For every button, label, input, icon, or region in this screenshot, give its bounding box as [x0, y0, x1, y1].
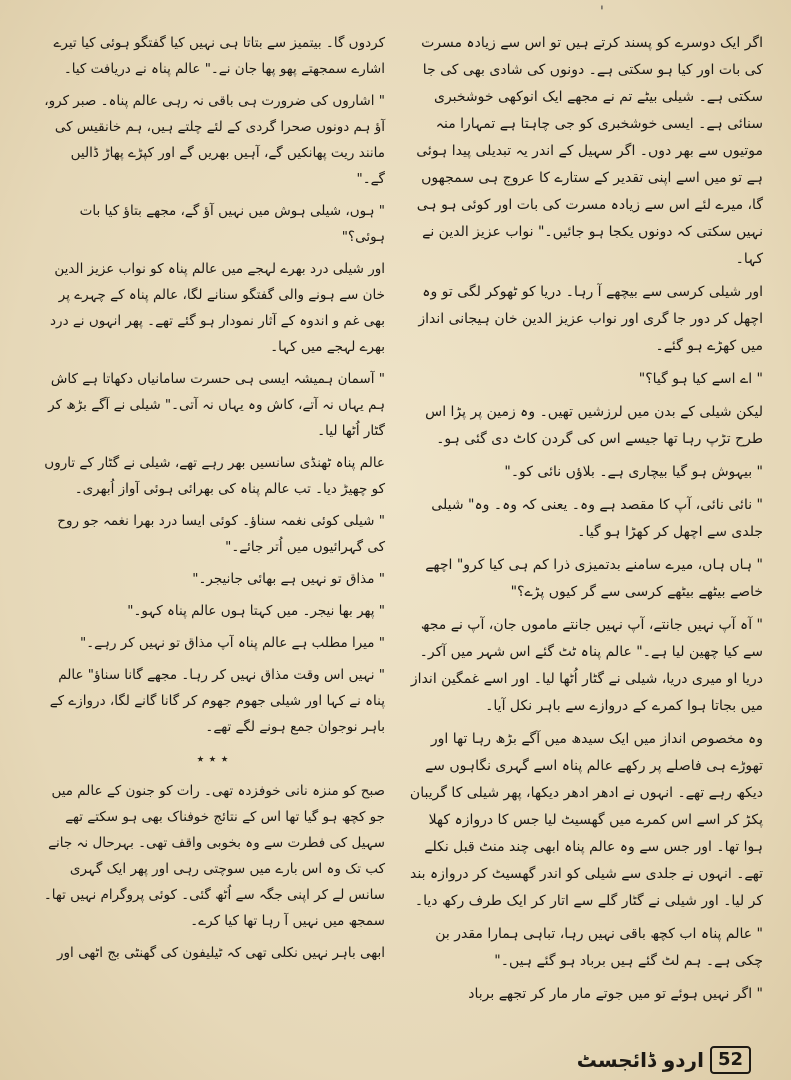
- paragraph: " آسمان ہمیشہ ایسی ہی حسرت سامانیاں دکھاتا ہے کاش ہم یہاں نہ آتے، کاش وہ یہاں نہ آتی۔" شیلی نے آگے بڑھ کر گٹار اُٹھا لیا۔: [48, 371, 385, 439]
- paragraph: " اگر نہیں ہوئے تو میں جوتے مار مار کر تجھے برباد: [468, 986, 763, 1002]
- page-top-mark: ': [600, 4, 604, 20]
- page-footer: [577, 1046, 751, 1074]
- paragraph: " نہیں اس وقت مذاق نہیں کر رہا۔ مجھے گانا سناؤ" عالم پناہ نے کہا اور شیلی جھوم جھوم کر گانا گانے لگا، دروازے کے باہر نوجوان جمع ہونے لگے تھے۔: [49, 667, 385, 735]
- paragraph: " شیلی کوئی نغمہ سناؤ۔ کوئی ایسا درد بھرا نغمہ جو روح کی گہرائیوں میں اُتر جائے۔": [57, 513, 385, 555]
- paragraph: صبح کو منزہ نانی خوفزدہ تھی۔ رات کو جنون کے عالم میں جو کچھ ہو گیا تھا اس کے نتائج خوفناک بھی ہو سکتے تھے سہیل کی فطرت سے وہ بخوبی واقف تھی۔ بہرحال نہ جانے کب تک وہ اس بارے میں سوچتی رہی اور پھر ایک گہری سانس لے کر اپنی جگہ سے اُٹھ گئی۔ کوئی پروگرام نہیں تھا۔ سمجھ میں نہیں آ رہا تھا کیا کرے۔: [43, 783, 385, 929]
- paragraph: لیکن شیلی کے بدن میں لرزشیں تھیں۔ وہ زمین پر پڑا اس طرح تڑپ رہا تھا جیسے اس کی گردن کاٹ دی گئی ہو۔: [425, 404, 763, 447]
- column-divider: [395, 30, 396, 1020]
- section-break: ٭ ٭ ٭: [196, 751, 229, 767]
- paragraph: " اے اسے کیا ہو گیا؟": [638, 371, 763, 387]
- paragraph: " اشاروں کی ضرورت ہی باقی نہ رہی عالم پناہ۔ صبر کرو، آؤ ہم دونوں صحرا گردی کے لئے چلتے ہیں، ہم خانقیس کی مانند ریت پھانکیں گے، آہیں بھریں گے اور کپڑے پھاڑ ڈالیں گے۔": [44, 93, 385, 187]
- paragraph: عالم پناہ ٹھنڈی سانسیں بھر رہے تھے، شیلی نے گٹار کے تاروں کو چھیڑ دیا۔ تب عالم پناہ کی بھرائی ہوئی آواز اُبھری۔: [44, 455, 385, 497]
- paragraph: اور شیلی درد بھرے لہجے میں عالم پناہ کو نواب عزیز الدین خان سے ہونے والی گفتگو سنانے لگا، عالم پناہ کے چہرے پر بھی غم و اندوہ کے آثار نمودار ہو گئے تھے۔ پھر انہوں نے درد بھرے لہجے میں کہا۔: [50, 261, 385, 355]
- page-number: 52: [710, 1046, 751, 1074]
- magazine-name: اردو ڈائجسٹ: [576, 1048, 704, 1072]
- paragraph: " میرا مطلب ہے عالم پناہ آپ مذاق تو نہیں کر رہے۔": [80, 635, 385, 651]
- paragraph: اگر ایک دوسرے کو پسند کرتے ہیں تو اس سے زیادہ مسرت کی بات اور کیا ہو سکتی ہے۔ دونوں کی شادی بھی کی جا سکتی ہے۔ شیلی بیٹے تم نے مجھے ایک انوکھی خوشخبری سنائی ہے۔ ایسی خوشخبری کو جی چاہتا ہے تمہارا منہ موتیوں سے بھر دوں۔ اگر سہیل کے اندر یہ تبدیلی پیدا ہوئی ہے تو میں اسے اپنی تقدیر کے ستارے کا عروج ہی سمجھوں گا، میرے لئے اس سے زیادہ مسرت کی بات اور کوئی ہو ہی نہیں سکتی کہ دونوں یکجا ہو جائیں۔" نواب عزیز الدین نے کہا۔: [416, 35, 763, 267]
- right-column: [408, 30, 763, 1014]
- paragraph: اور شیلی کرسی سے بیچھے آ رہا۔ دریا کو ٹھوکر لگی تو وہ اچھل کر دور جا گری اور نواب عزیز الدین خان ہیجانی انداز میں کھڑے ہو گئے۔: [418, 284, 763, 354]
- paragraph: " مذاق تو نہیں ہے بھائی جانیجر۔": [192, 571, 385, 587]
- paragraph: وہ مخصوص انداز میں ایک سیدھ میں آگے بڑھ رہا تھا اور تھوڑے ہی فاصلے پر رکھے عالم پناہ اسے گہری نگاہوں سے دیکھ رہے تھے۔ انہوں نے ادھر ادھر دیکھا، پھر شیلی کا گریبان پکڑ کر اسے اس کمرے میں گھسیٹ لیا جس کا دروازہ کھلا ہوا تھا۔ اور جس سے وہ عالم پناہ ابھی چند منٹ قبل نکلے تھے۔ انہوں نے جلدی سے شیلی کو اندر گھسیٹ کر دروازہ بند کر لیا۔ اور شیلی نے گٹار گلے سے اتار کر ایک طرف رکھ دیا۔: [409, 731, 763, 909]
- paragraph: " پھر بھا نیجر۔ میں کہتا ہوں عالم پناہ کہو۔": [127, 603, 385, 619]
- paragraph: کردوں گا۔ بیتمیز سے بتاتا ہی نہیں کیا گفتگو ہوئی کیا تیرے اشارے سمجھتے پھو پھا جان نے۔" عالم پناہ نے دریافت کیا۔: [53, 35, 385, 77]
- paragraph: " ہوں، شیلی ہوش میں نہیں آؤ گے، مجھے بتاؤ کیا بات ہوئی؟": [79, 203, 385, 245]
- paragraph: " نائی نائی، آپ کا مقصد ہے وہ۔ یعنی کہ وہ۔ وہ" شیلی جلدی سے اچھل کر کھڑا ہو گیا۔: [431, 497, 763, 540]
- paragraph: " عالم پناہ اب کچھ باقی نہیں رہا، تباہی ہمارا مقدر بن چکی ہے۔ ہم لٹ گئے ہیں برباد ہو گئے ہیں۔": [435, 926, 763, 969]
- paragraph: " ہاں ہاں، میرے سامنے بدتمیزی ذرا کم ہی کیا کرو" اچھے خاصے بیٹھے بیٹھے کرسی سے گر کیوں پڑے؟": [425, 557, 763, 600]
- paragraph: " بیہوش ہو گیا بیچاری ہے۔ بلاؤں نائی کو۔": [504, 464, 763, 480]
- left-column: [40, 30, 385, 972]
- paragraph: " آہ آپ نہیں جانتے، آپ نہیں جانتے ماموں جان، آپ نے مجھ سے کیا چھین لیا ہے۔" عالم پناہ ٹٹ گئے اس شہر میں آکر۔ دریا او میری دریا، شیلی نے گٹار اُٹھا لیا۔ اور اسے غمگین انداز میں بجاتا ہوا کمرے کے دروازے سے باہر نکل آیا۔: [410, 617, 763, 714]
- paragraph: ابھی باہر نہیں نکلی تھی کہ ٹیلیفون کی گھنٹی بج اٹھی اور: [56, 945, 385, 961]
